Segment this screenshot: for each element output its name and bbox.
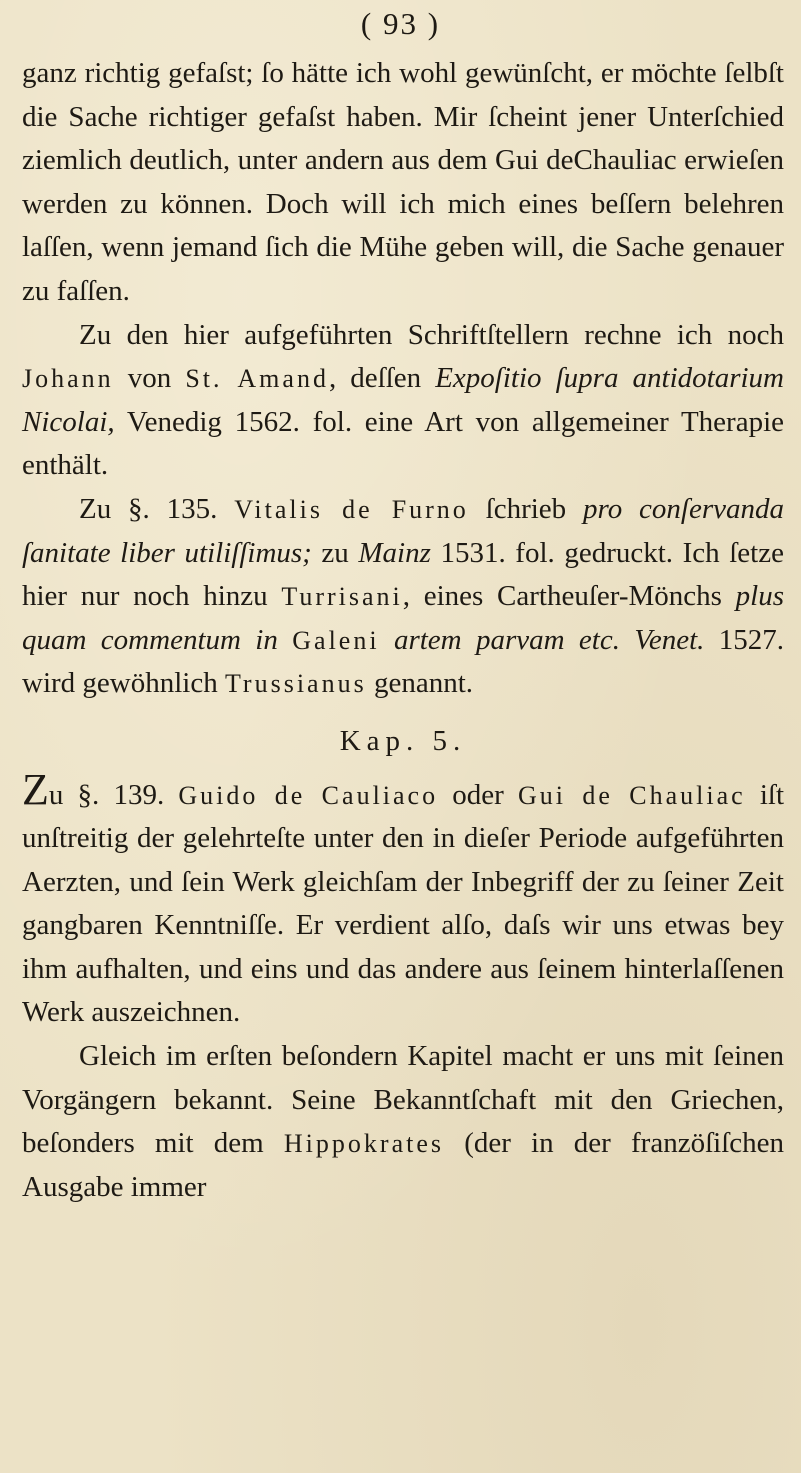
author-name-johann: Johann [22,364,114,394]
text-run: iſt unſtreitig der gelehrteſte unter den in dieſer Periode aufgeführten Aerzten, und ſein Werk gleichſam der Inbegriff der zu ſeiner Zeit gangbaren Kenntniſſe. Er verdient alſo, daſs wir uns etwas bey ihm aufhalten, und eins und das andere aus ſeinem hinterlaſſenen Werk auszeichnen. [22,778,785,1029]
author-name-hippokrates: Hippokrates [283,1129,444,1159]
author-name-st-amand: St. Amand [185,364,329,394]
text-run: Gleich im erſten beſondern Kapitel macht er uns mit ſeinen Vorgängern bekannt. Seine Bekanntſchaft mit den Griechen, beſonders mit dem [22,1040,784,1160]
book-title-plus-quam: plus quam commentum in [22,580,784,656]
paragraph-4 [22,764,785,1036]
paragraph-5 [22,1035,784,1209]
text-run: 1531. fol. gedruckt. Ich ſetze hier nur noch hinzu [22,536,784,613]
text-run [278,624,292,656]
chapter-heading: Kap. 5. [339,724,467,757]
page-number: ( 93 ) [360,6,441,41]
text-run [380,624,394,656]
text-run: zu [311,536,359,569]
place-mainz: Mainz [358,536,431,569]
text-run: von [113,362,186,395]
author-name-galeni: Galeni [292,625,380,655]
author-name-gui: Gui de Chauliac [517,780,746,810]
text-run: , eines Cartheuſer-Mönchs [402,580,736,613]
author-name-guido: Guido de Cauliaco [178,780,439,810]
body-text [22,52,784,1209]
text-run: 1527. wird gewöhnlich [22,623,785,700]
text-run: (der in der franzöſiſchen Ausgabe immer [22,1127,784,1203]
text-run: oder [438,778,518,811]
text-run: u §. 139. [48,778,179,811]
book-title-conservanda: pro conſervanda ſanitate liber utiliſſimus; [22,492,784,569]
text-run: Zu §. 135. [79,492,235,525]
initial-letter: Z [22,764,49,814]
book-title-artem-parvam: artem parvam etc. Venet. [393,623,705,656]
text-run: ſchrieb [468,492,583,525]
author-name-turrisani: Turrisani [281,582,403,612]
text-run: genannt. [366,667,474,700]
book-title-expositio: Expoſitio ſupra antidotarium Nicolai, [22,362,784,438]
paragraph-1: ganz richtig gefaſst; ſo hätte ich wohl gewünſcht, er möchte ſelbſt die Sache richtiger gefaſst haben. Mir ſcheint jener Unterſchied ziemlich deutlich, unter andern aus dem Gui deChauliac erwieſen werden zu können. Doch will ich mich eines beſſern belehren laſſen, wenn jemand ſich die Mühe geben will, die Sache genauer zu faſſen. [22,57,784,307]
text-run: , deſſen [328,362,436,395]
author-name-vitalis: Vitalis de Furno [234,494,469,524]
text-run: Venedig 1562. fol. eine Art von allgemeiner Therapie enthält. [22,405,784,482]
author-name-trussianus: Trussianus [224,669,367,699]
paragraph-2 [22,314,784,488]
paragraph-3 [22,488,784,706]
text-run: Zu den hier aufgeführten Schriftſtellern rechne ich noch [79,318,784,351]
